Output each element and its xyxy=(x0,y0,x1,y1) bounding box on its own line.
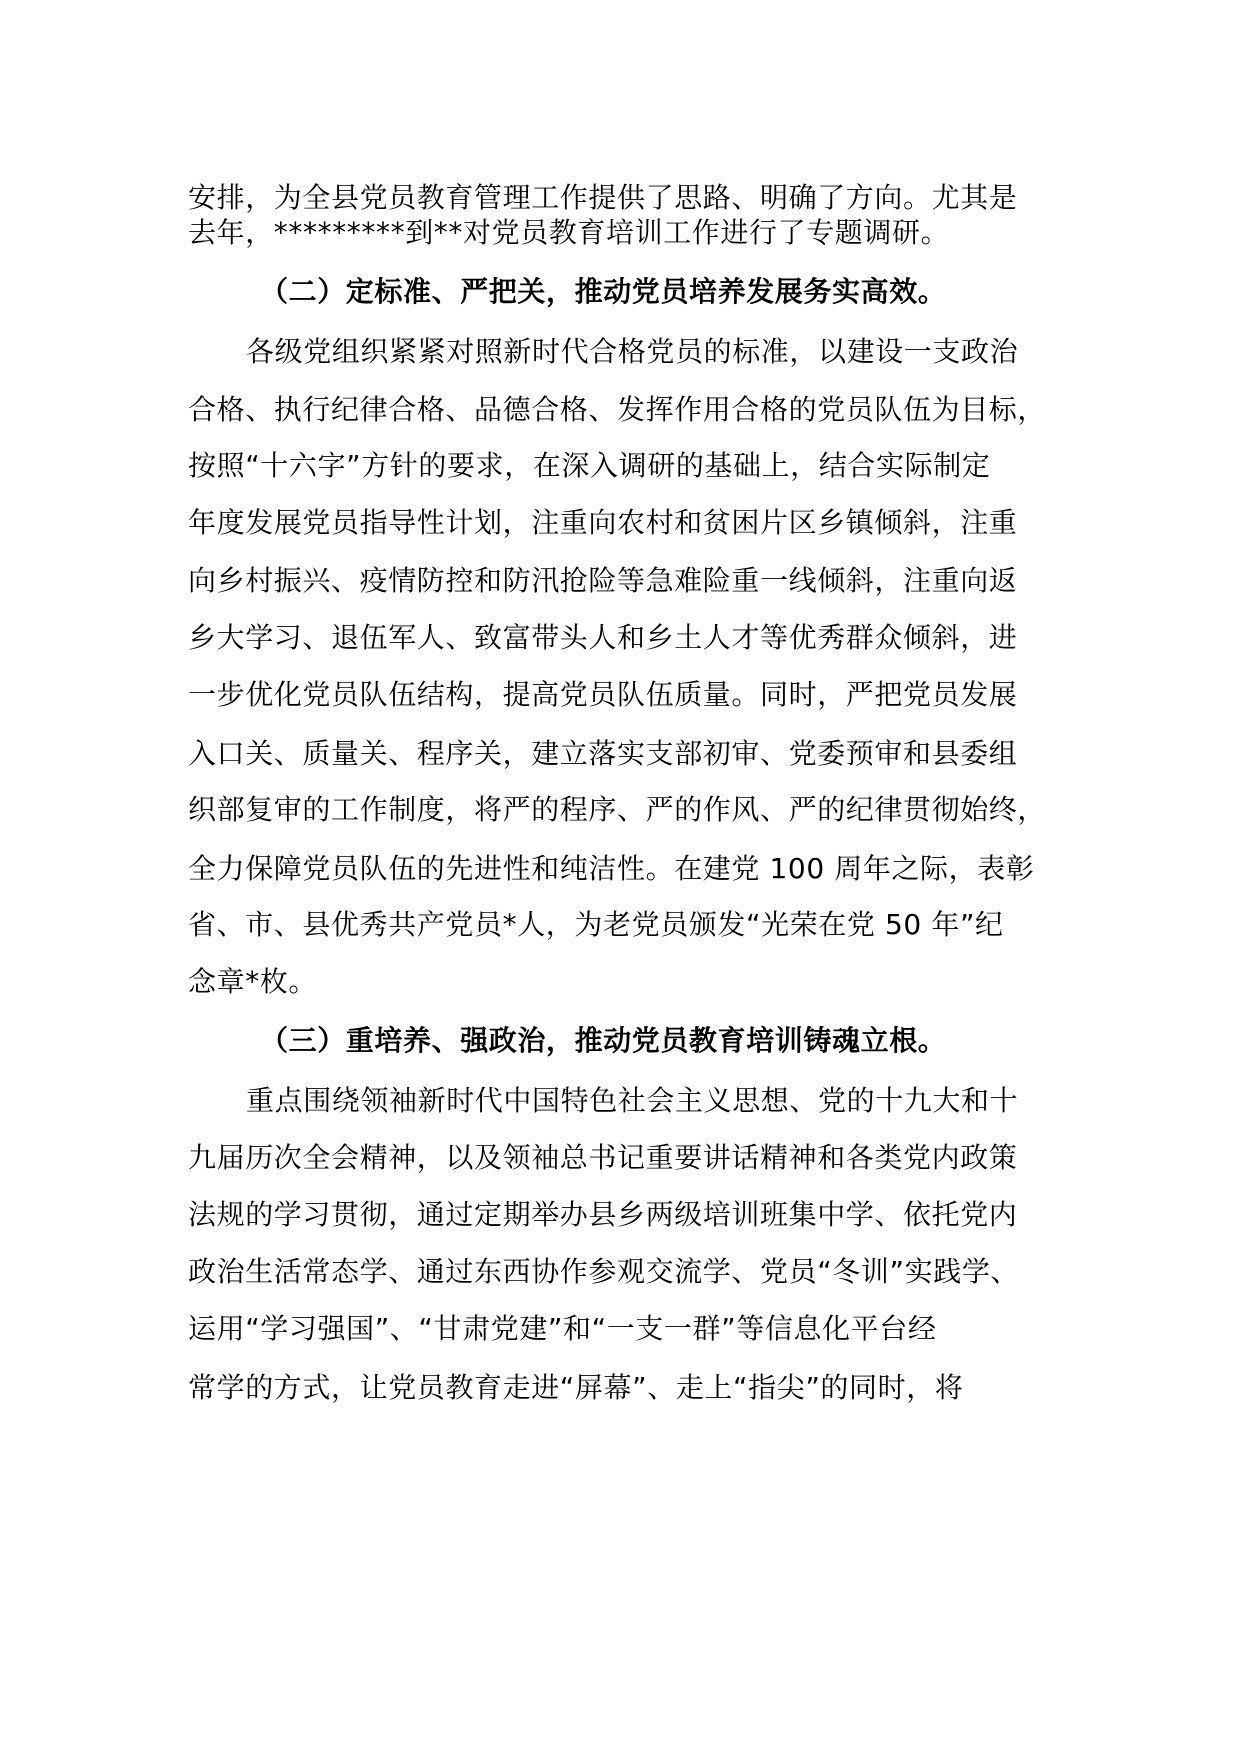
body-text-line: 法规的学习贯彻，通过定期举办县乡两级培训班集中学、依托党内 xyxy=(188,1198,1018,1231)
body-text-line: 向乡村振兴、疫情防控和防汛抢险等急难险重一线倾斜，注重向返 xyxy=(188,564,1018,597)
body-text-line: 按照“十六字”方针的要求，在深入调研的基础上，结合实际制定 xyxy=(188,449,991,482)
body-text-line: 运用“学习强国”、“甘肃党建”和“一支一群”等信息化平台经 xyxy=(188,1312,937,1345)
body-text-line: 政治生活常态学、通过东西协作参观交流学、党员“冬训”实践学、 xyxy=(188,1255,1020,1288)
body-text-line: 九届历次全会精神，以及领袖总书记重要讲话精神和各类党内政策 xyxy=(188,1141,1018,1174)
body-text-line: 合格、执行纪律合格、品德合格、发挥作用合格的党员队伍为目标， xyxy=(188,393,1047,426)
body-text-line: 入口关、质量关、程序关，建立落实支部初审、党委预审和县委组 xyxy=(188,737,1018,770)
section-heading-2: （二）定标准、严把关，推动党员培养发展务实高效。 xyxy=(260,275,947,308)
body-text-line: 乡大学习、退伍军人、致富带头人和乡土人才等优秀群众倾斜，进 xyxy=(188,621,1018,654)
body-text-line: 省、市、县优秀共产党员*人，为老党员颁发“光荣在党 50 年”纪 xyxy=(188,908,1004,941)
body-text-line: 安排，为全县党员教育管理工作提供了思路、明确了方向。尤其是 xyxy=(188,181,1018,214)
body-text-line: 去年，*********到**对党员教育培训工作进行了专题调研。 xyxy=(188,216,950,249)
section-heading-3: （三）重培养、强政治，推动党员教育培训铸魂立根。 xyxy=(260,1024,947,1057)
body-text-line: 常学的方式，让党员教育走进“屏幕”、走上“指尖”的同时，将 xyxy=(188,1371,964,1404)
body-text-line: 重点围绕领袖新时代中国特色社会主义思想、党的十九大和十 xyxy=(246,1084,1019,1117)
body-text-line: 各级党组织紧紧对照新时代合格党员的标准，以建设一支政治 xyxy=(246,335,1019,368)
body-text-line: 一步优化党员队伍结构，提高党员队伍质量。同时，严把党员发展 xyxy=(188,678,1018,711)
body-text-line: 织部复审的工作制度，将严的程序、严的作风、严的纪律贯彻始终， xyxy=(188,793,1047,826)
body-text-line: 念章*枚。 xyxy=(188,965,318,998)
body-text-line: 全力保障党员队伍的先进性和纯洁性。在建党 100 周年之际，表彰 xyxy=(188,852,1035,885)
body-text-line: 年度发展党员指导性计划，注重向农村和贫困片区乡镇倾斜，注重 xyxy=(188,506,1018,539)
